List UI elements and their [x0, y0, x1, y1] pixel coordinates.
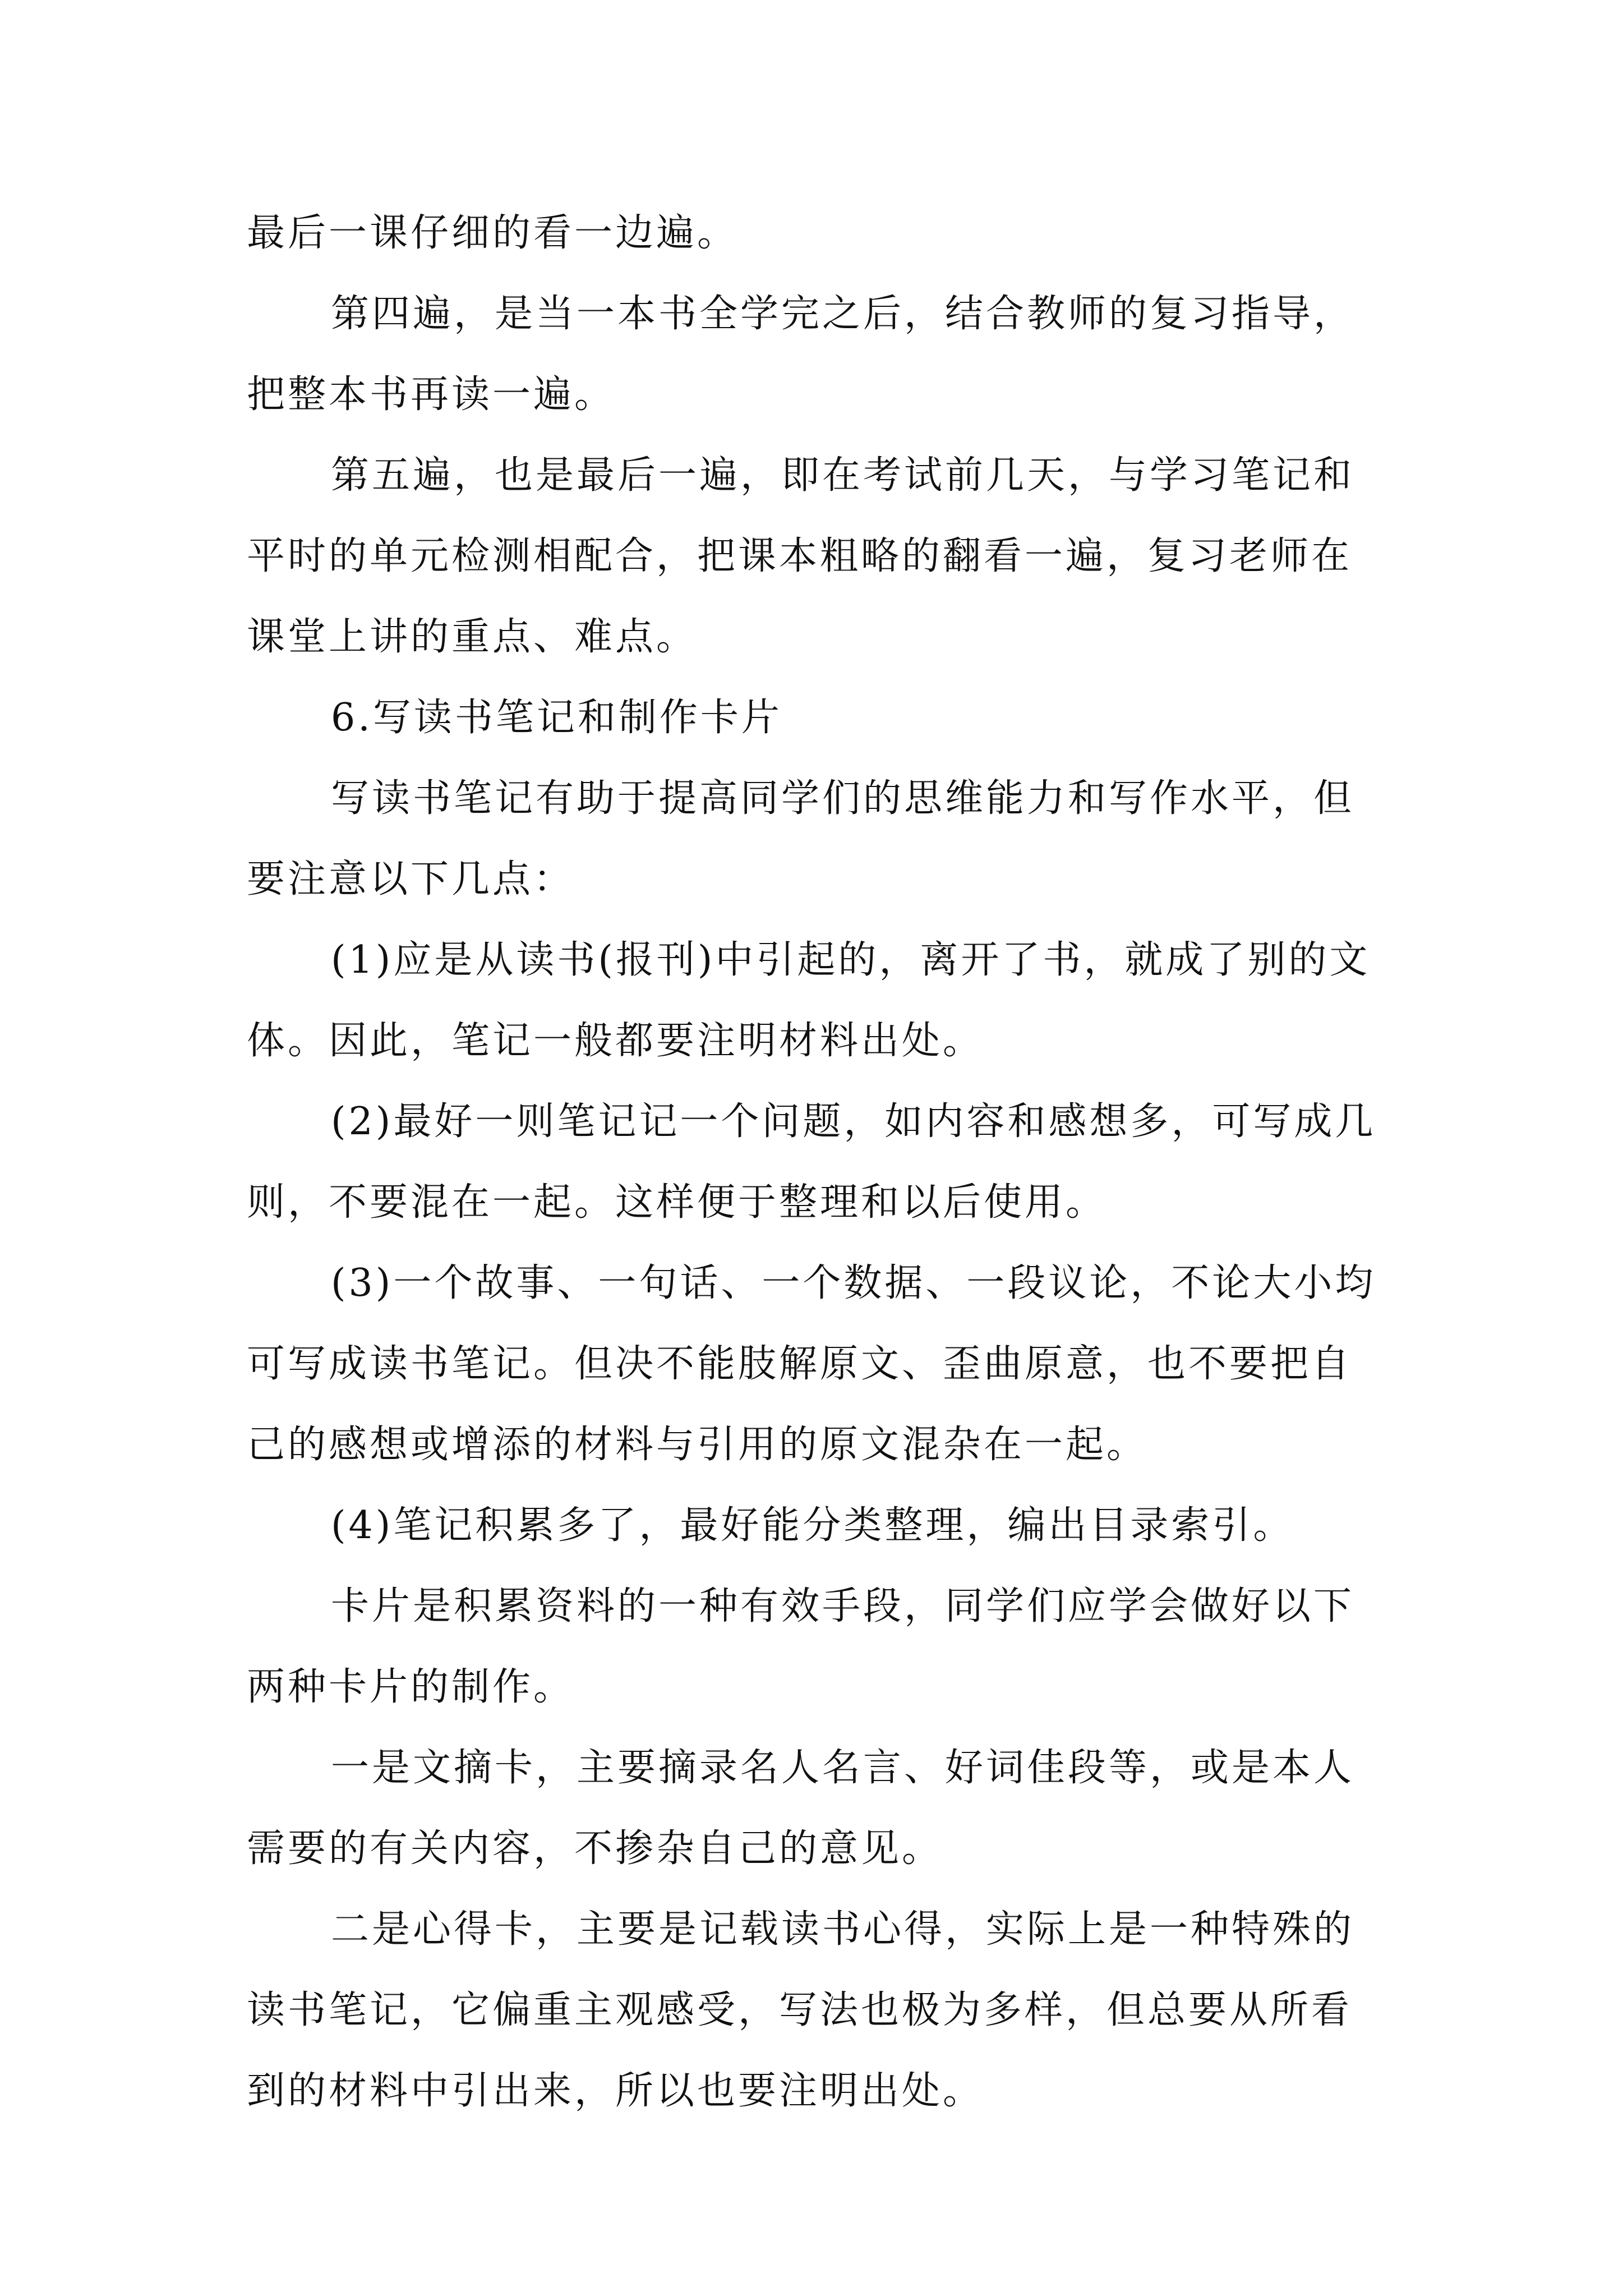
- paragraph-excerpt-card: 一是文摘卡，主要摘录名人名言、好词佳段等，或是本人需要的有关内容，不掺杂自己的意见。: [247, 1746, 1355, 1871]
- paragraph-cards-intro: 卡片是积累资料的一种有效手段，同学们应学会做好以下两种卡片的制作。: [247, 1584, 1355, 1709]
- body-text: [247, 193, 1391, 2132]
- list-item-4: (4)笔记积累多了，最好能分类整理，编出目录索引。: [331, 1503, 1294, 1548]
- paragraph-notes-intro: 写读书笔记有助于提高同学们的思维能力和写作水平，但要注意以下几点：: [247, 776, 1355, 901]
- list-item-1: (1)应是从读书(报刊)中引起的，离开了书，就成了别的文体。因此，笔记一般都要注明材料出处。: [247, 938, 1371, 1063]
- paragraph-fifth-reading: 第五遍，也是最后一遍，即在考试前几天，与学习笔记和平时的单元检测相配合，把课本粗略的翻看一遍，复习老师在课堂上讲的重点、难点。: [247, 453, 1355, 659]
- list-item-2: (2)最好一则笔记记一个问题，如内容和感想多，可写成几则，不要混在一起。这样便于整理和以后使用。: [247, 1099, 1376, 1225]
- paragraph-continuation: 最后一课仔细的看一边遍。: [247, 211, 739, 255]
- list-item-3: (3)一个故事、一句话、一个数据、一段议论，不论大小均可写成读书笔记。但决不能肢解原文、歪曲原意，也不要把自己的感想或增添的材料与引用的原文混杂在一起。: [247, 1261, 1376, 1467]
- section-heading: 6.写读书笔记和制作卡片: [331, 696, 782, 740]
- paragraph-fourth-reading: 第四遍，是当一本书全学完之后，结合教师的复习指导，把整本书再读一遍。: [247, 292, 1355, 417]
- paragraph-insight-card: 二是心得卡，主要是记载读书心得，实际上是一种特殊的读书笔记，它偏重主观感受，写法也极为多样，但总要从所看到的材料中引出来，所以也要注明出处。: [247, 1907, 1355, 2113]
